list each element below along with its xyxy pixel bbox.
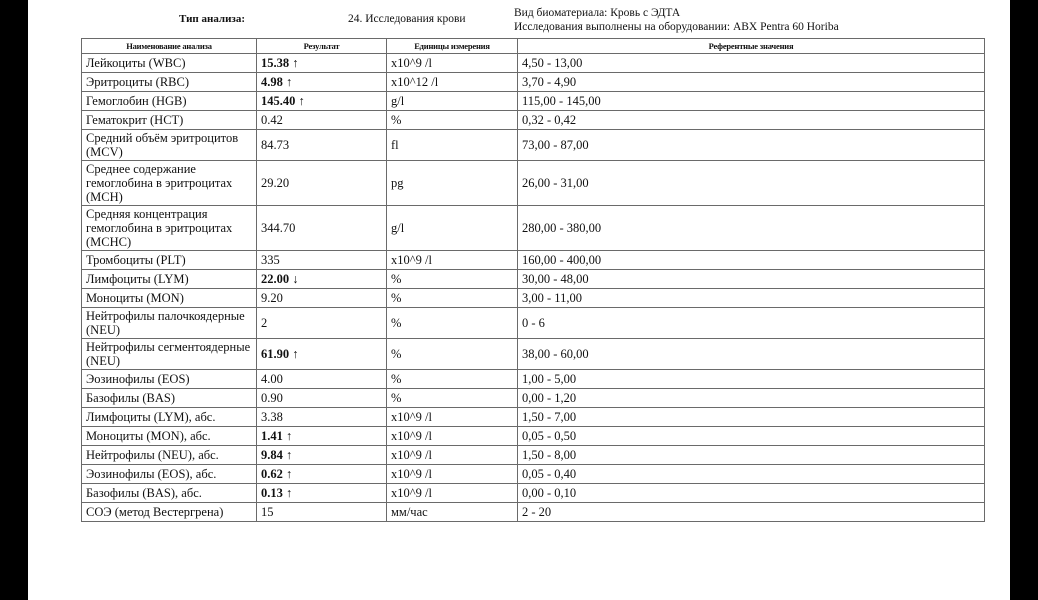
- table-row: [82, 73, 985, 92]
- reference-cell: 0,32 - 0,42: [518, 111, 985, 130]
- biomaterial-info: [514, 6, 839, 34]
- unit-cell: g/l: [387, 206, 518, 251]
- column-header-name: Наименование анализа: [82, 39, 257, 54]
- analysis-name-cell: Гематокрит (HCT): [82, 111, 257, 130]
- table-row: [82, 484, 985, 503]
- result-cell: 335: [257, 251, 387, 270]
- unit-cell: x10^9 /l: [387, 54, 518, 73]
- unit-cell: x10^9 /l: [387, 251, 518, 270]
- table-row: [82, 54, 985, 73]
- result-cell: 9.84 ↑: [257, 446, 387, 465]
- reference-cell: 73,00 - 87,00: [518, 130, 985, 161]
- table-row: [82, 251, 985, 270]
- equipment-line: Исследования выполнены на оборудовании: ABX Pentra 60 Horiba: [514, 21, 839, 33]
- table-row: [82, 161, 985, 206]
- analysis-name-cell: Средняя концентрация гемоглобина в эритроцитах (MCHC): [82, 206, 257, 251]
- unit-cell: %: [387, 111, 518, 130]
- result-cell: 0.62 ↑: [257, 465, 387, 484]
- analysis-name-cell: Моноциты (MON), абс.: [82, 427, 257, 446]
- analysis-name-cell: Гемоглобин (HGB): [82, 92, 257, 111]
- result-cell: 2: [257, 308, 387, 339]
- result-cell: 0.42: [257, 111, 387, 130]
- analysis-name-cell: Эозинофилы (EOS): [82, 370, 257, 389]
- analysis-name-cell: Нейтрофилы сегментоядерные (NEU): [82, 339, 257, 370]
- unit-cell: x10^12 /l: [387, 73, 518, 92]
- result-cell: 29.20: [257, 161, 387, 206]
- result-cell: 145.40 ↑: [257, 92, 387, 111]
- reference-cell: 160,00 - 400,00: [518, 251, 985, 270]
- biomaterial-line: Вид биоматериала: Кровь с ЭДТА: [514, 7, 681, 19]
- analysis-name-cell: Лимфоциты (LYM), абс.: [82, 408, 257, 427]
- analysis-name-cell: Эритроциты (RBC): [82, 73, 257, 92]
- table-row: [82, 389, 985, 408]
- reference-cell: 1,50 - 7,00: [518, 408, 985, 427]
- reference-cell: 1,00 - 5,00: [518, 370, 985, 389]
- unit-cell: pg: [387, 161, 518, 206]
- result-cell: 61.90 ↑: [257, 339, 387, 370]
- result-cell: 84.73: [257, 130, 387, 161]
- column-header-unit: Единицы измерения: [387, 39, 518, 54]
- result-cell: 4.98 ↑: [257, 73, 387, 92]
- reference-cell: 280,00 - 380,00: [518, 206, 985, 251]
- unit-cell: x10^9 /l: [387, 427, 518, 446]
- reference-cell: 0,00 - 1,20: [518, 389, 985, 408]
- analysis-name-cell: Моноциты (MON): [82, 289, 257, 308]
- column-header-reference: Референтные значения: [518, 39, 985, 54]
- analysis-name-cell: Нейтрофилы (NEU), абс.: [82, 446, 257, 465]
- table-row: [82, 465, 985, 484]
- reference-cell: 26,00 - 31,00: [518, 161, 985, 206]
- result-cell: 344.70: [257, 206, 387, 251]
- analysis-name-cell: Нейтрофилы палочкоядерные (NEU): [82, 308, 257, 339]
- analysis-name-cell: Тромбоциты (PLT): [82, 251, 257, 270]
- column-header-result: Результат: [257, 39, 387, 54]
- research-name: 24. Исследования крови: [348, 13, 466, 25]
- table-row: [82, 111, 985, 130]
- table-row: [82, 92, 985, 111]
- analysis-type-label: Тип анализа:: [179, 13, 246, 25]
- unit-cell: %: [387, 289, 518, 308]
- reference-cell: 0,05 - 0,50: [518, 427, 985, 446]
- analysis-name-cell: Лейкоциты (WBC): [82, 54, 257, 73]
- unit-cell: %: [387, 389, 518, 408]
- table-row: [82, 339, 985, 370]
- table-row: [82, 270, 985, 289]
- reference-cell: 4,50 - 13,00: [518, 54, 985, 73]
- analysis-name-cell: Эозинофилы (EOS), абс.: [82, 465, 257, 484]
- document-page: [28, 0, 1010, 600]
- reference-cell: 2 - 20: [518, 503, 985, 522]
- reference-cell: 0,00 - 0,10: [518, 484, 985, 503]
- results-table: [81, 38, 985, 522]
- result-cell: 15.38 ↑: [257, 54, 387, 73]
- result-cell: 0.13 ↑: [257, 484, 387, 503]
- result-cell: 1.41 ↑: [257, 427, 387, 446]
- result-cell: 15: [257, 503, 387, 522]
- unit-cell: x10^9 /l: [387, 446, 518, 465]
- table-row: [82, 427, 985, 446]
- analysis-name-cell: Лимфоциты (LYM): [82, 270, 257, 289]
- analysis-name-cell: СОЭ (метод Вестергрена): [82, 503, 257, 522]
- unit-cell: x10^9 /l: [387, 408, 518, 427]
- result-cell: 0.90: [257, 389, 387, 408]
- reference-cell: 3,00 - 11,00: [518, 289, 985, 308]
- analysis-name-cell: Среднее содержание гемоглобина в эритроцитах (MCH): [82, 161, 257, 206]
- unit-cell: g/l: [387, 92, 518, 111]
- reference-cell: 38,00 - 60,00: [518, 339, 985, 370]
- table-row: [82, 130, 985, 161]
- table-row: [82, 408, 985, 427]
- result-cell: 3.38: [257, 408, 387, 427]
- unit-cell: fl: [387, 130, 518, 161]
- unit-cell: мм/час: [387, 503, 518, 522]
- unit-cell: %: [387, 270, 518, 289]
- table-row: [82, 370, 985, 389]
- reference-cell: 30,00 - 48,00: [518, 270, 985, 289]
- reference-cell: 3,70 - 4,90: [518, 73, 985, 92]
- reference-cell: 0 - 6: [518, 308, 985, 339]
- table-row: [82, 308, 985, 339]
- reference-cell: 0,05 - 0,40: [518, 465, 985, 484]
- table-row: [82, 206, 985, 251]
- table-row: [82, 446, 985, 465]
- analysis-name-cell: Базофилы (BAS): [82, 389, 257, 408]
- unit-cell: %: [387, 370, 518, 389]
- unit-cell: %: [387, 308, 518, 339]
- table-row: [82, 503, 985, 522]
- result-cell: 9.20: [257, 289, 387, 308]
- reference-cell: 115,00 - 145,00: [518, 92, 985, 111]
- result-cell: 22.00 ↓: [257, 270, 387, 289]
- result-cell: 4.00: [257, 370, 387, 389]
- unit-cell: %: [387, 339, 518, 370]
- reference-cell: 1,50 - 8,00: [518, 446, 985, 465]
- unit-cell: x10^9 /l: [387, 484, 518, 503]
- analysis-name-cell: Средний объём эритроцитов (MCV): [82, 130, 257, 161]
- analysis-name-cell: Базофилы (BAS), абс.: [82, 484, 257, 503]
- table-row: [82, 289, 985, 308]
- table-header-row: [82, 39, 985, 54]
- unit-cell: x10^9 /l: [387, 465, 518, 484]
